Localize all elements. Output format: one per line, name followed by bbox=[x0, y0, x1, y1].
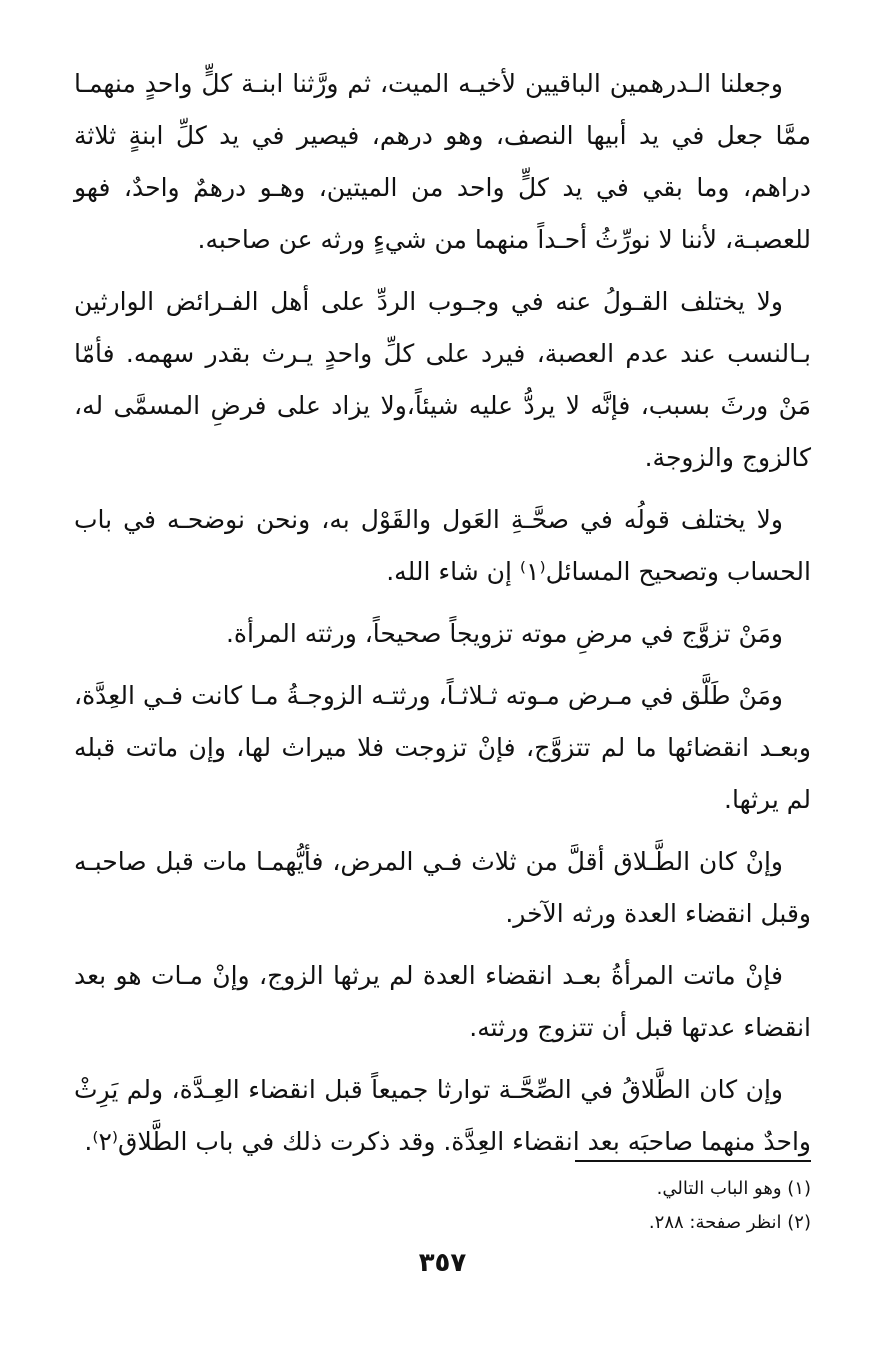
page-number: ٣٥٧ bbox=[418, 1248, 467, 1278]
paragraph-7: فإنْ ماتت المرأةُ بعـد انقضاء العدة لم يرثها الزوج، وإنْ مـات هو بعد انقضاء عدتها قبل أن تتزوج ورثته. bbox=[74, 961, 811, 1042]
footnote-1: (١) وهو الباب التالي. bbox=[656, 1178, 811, 1199]
paragraph-4: ومَنْ تزوَّج في مرضِ موته تزويجاً صحيحاً، ورثته المرأة. bbox=[225, 619, 783, 648]
paragraph-3: ولا يختلف قولُه في صحَّـةِ العَول والقَوْل به، ونحن نوضحـه في باب الحساب وتصحيح المسائل⁽١⁾ إن شاء الله. bbox=[74, 505, 811, 586]
paragraph-2: ولا يختلف القـولُ عنه في وجـوب الردِّ على أهل الفـرائض الوارثين بـالنسب عند عدم العصبة، فيرد على كلِّ واحدٍ يـرث بقدر سهمه. فأمّا مَنْ ورثَ بسبب، فإنَّه لا يردُّ عليه شيئاً،ولا يزاد على فرضِ المسمَّى له، كالزوج والزوجة. bbox=[74, 287, 811, 472]
footnotes bbox=[311, 1172, 811, 1240]
main-text bbox=[74, 58, 811, 1178]
paragraph-1: وجعلنا الـدرهمين الباقيين لأخيـه الميت، ثم ورَّثنا ابنـة كلٍّ واحدٍ منهمـا ممَّا جعل في يد أبيها النصف، وهو درهم، فيصير في يد كلِّ ابنةٍ ثلاثة دراهم، وما بقي في يد كلٍّ واحد من الميتين، وهـو درهمٌ واحدٌ، فهو للعصبـة، لأننا لا نورِّثُ أحـداً منهما من شيءٍ ورثه عن صاحبه. bbox=[74, 69, 811, 254]
paragraph-6: وإنْ كان الطَّـلاق أقلَّ من ثلاث فـي المرض، فأيُّهمـا مات قبل صاحبـه وقبل انقضاء العدة ورثه الآخر. bbox=[74, 847, 811, 928]
footnote-2: (٢) انظر صفحة: ٢٨٨. bbox=[648, 1212, 811, 1233]
paragraph-8: وإن كان الطَّلاقُ في الصِّحَّـة توارثا جميعاً قبل انقضاء العِـدَّة، ولم يَرِثْ واحدٌ منهما صاحبَه بعد انقضاء العِدَّة. وقد ذكرت ذلك في باب الطَّلاق⁽٢⁾. bbox=[74, 1075, 811, 1156]
paragraph-5: ومَنْ طَلَّق في مـرض مـوته ثـلاثـاً، ورثتـه الزوجـةُ مـا كانت فـي العِدَّة، وبعـد انقضائها ما لم تتزوَّج، فإنْ تزوجت فلا ميراث لها، وإن ماتت قبله لم يرثها. bbox=[74, 681, 811, 814]
footnote-divider bbox=[575, 1160, 811, 1162]
